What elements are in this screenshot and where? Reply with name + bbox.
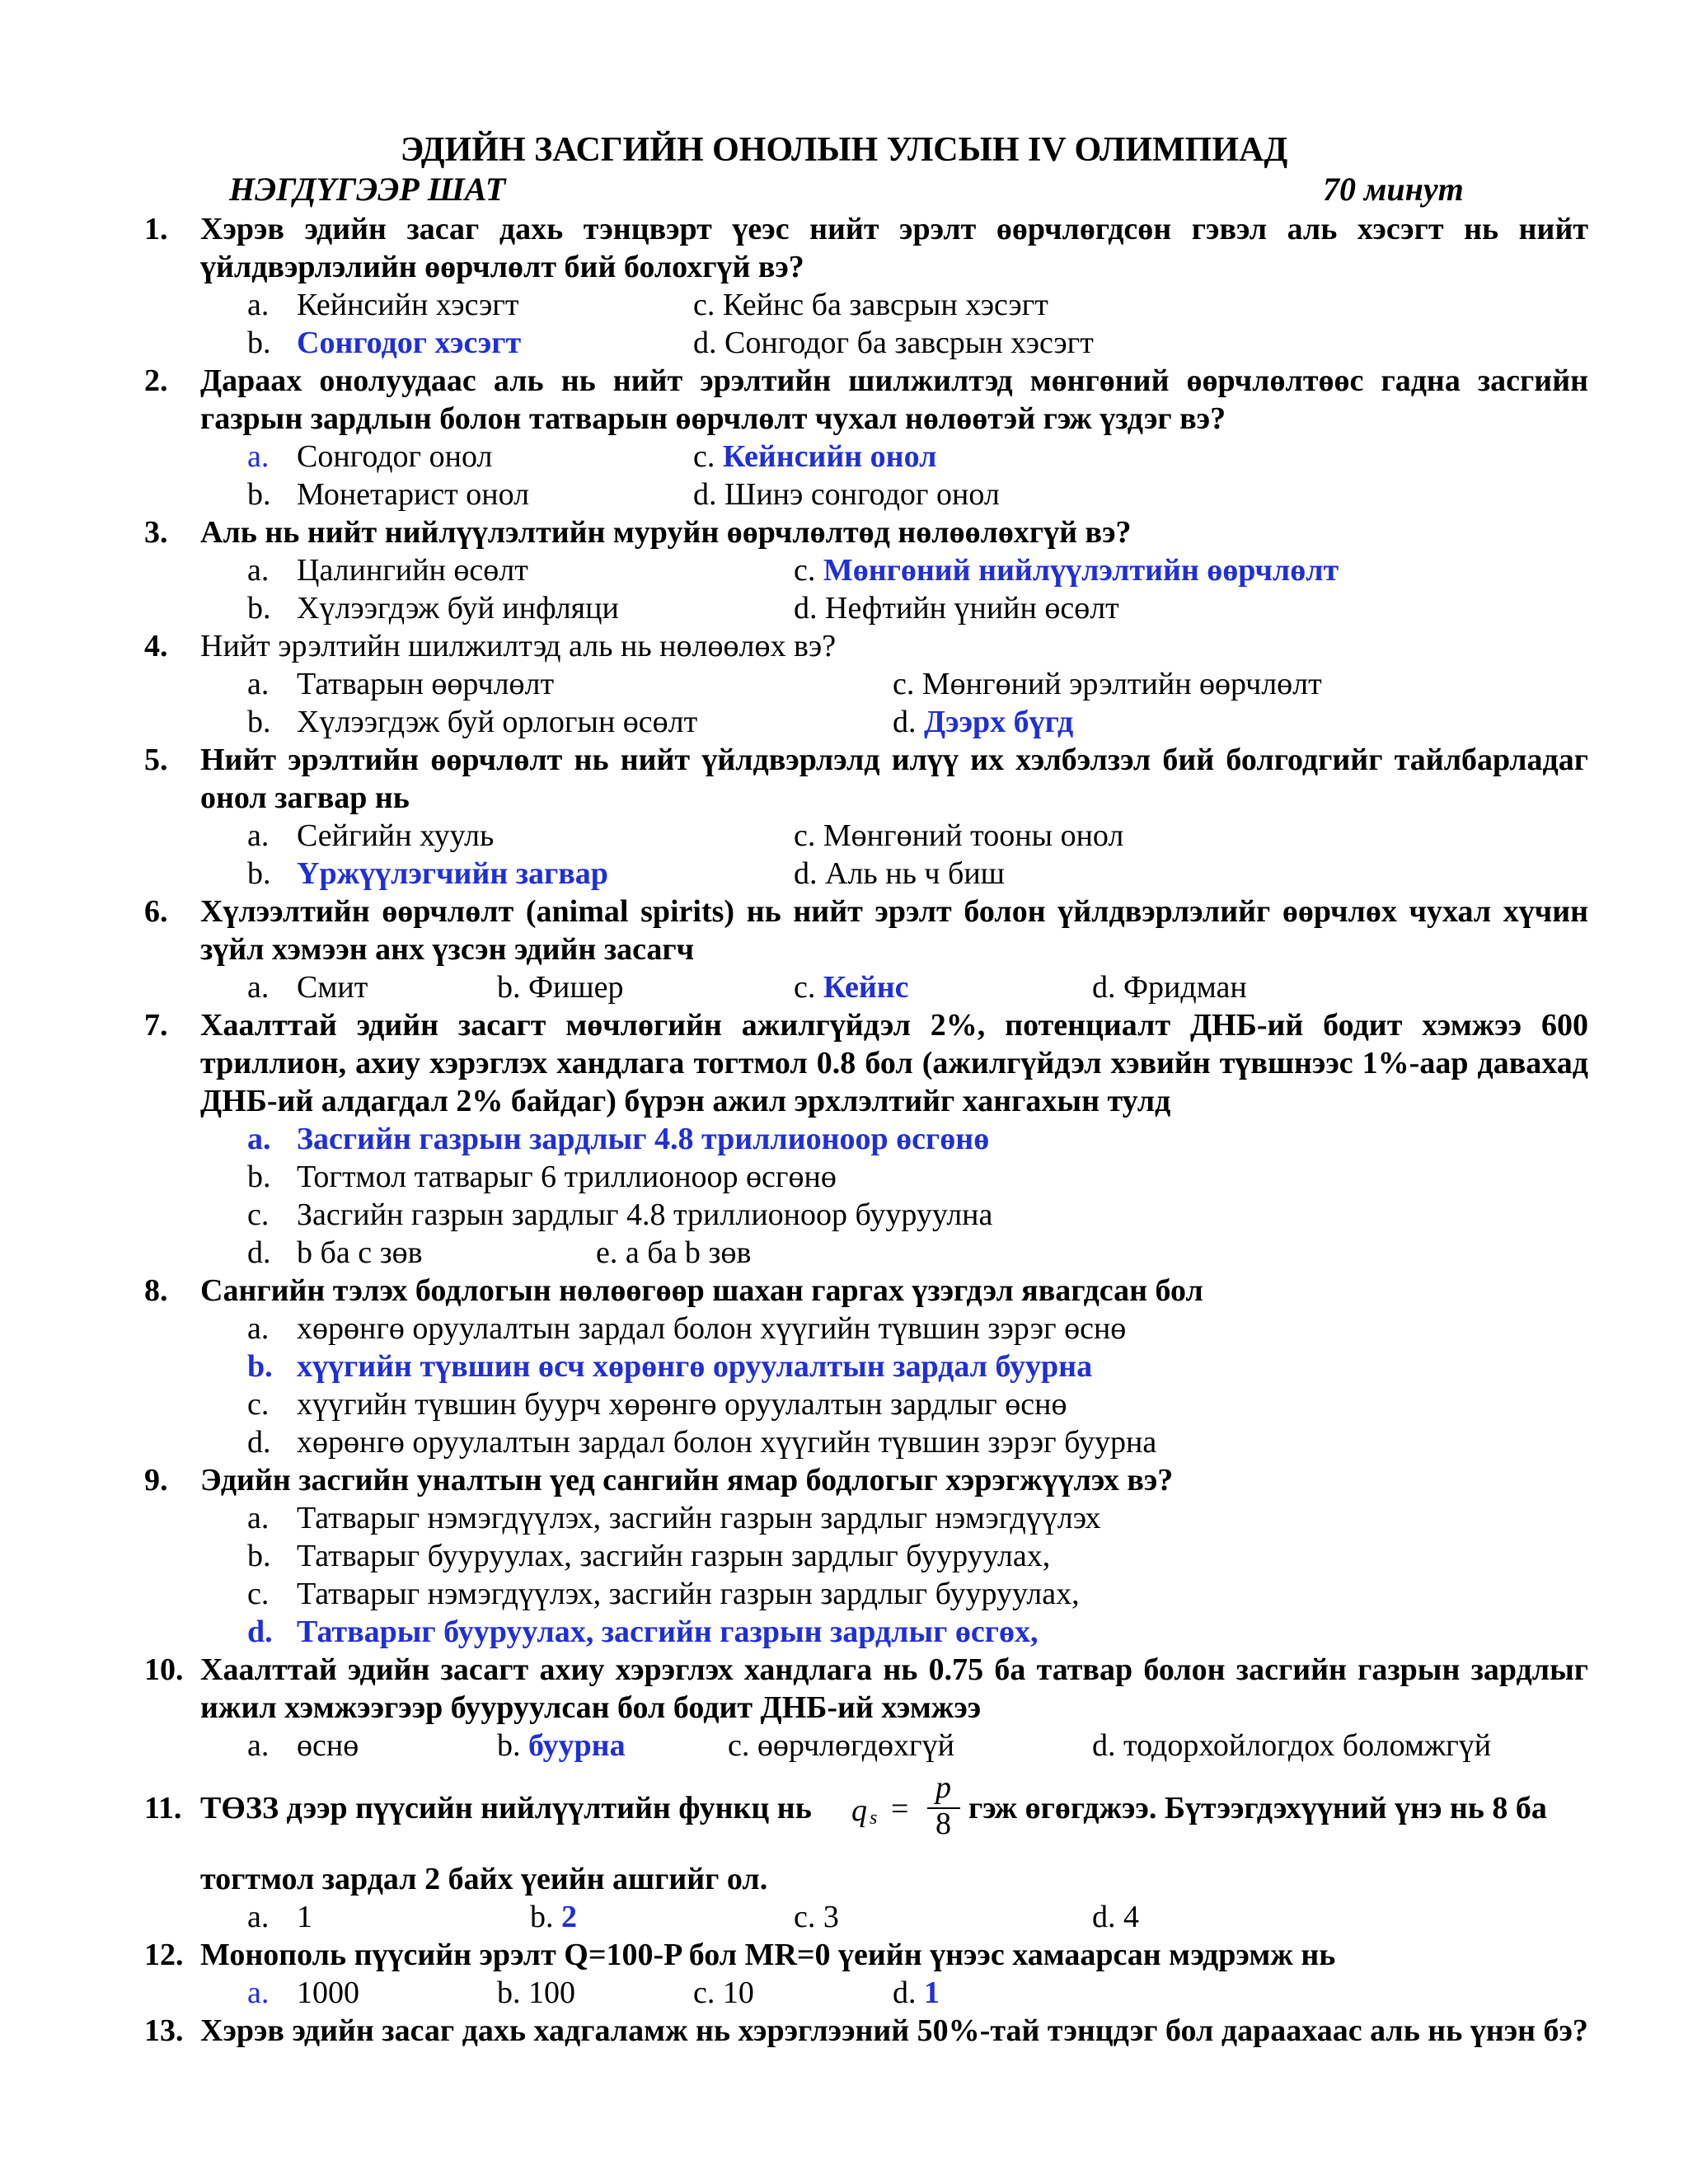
correct-answer: 2: [561, 1900, 577, 1934]
question-text: Эдийн засгийн уналтын үед сангийн ямар бодлогыг хэрэгжүүлэх вэ?: [200, 1463, 1174, 1497]
option-a[interactable]: a. 1: [247, 1900, 312, 1934]
question-number: 8.: [144, 1273, 168, 1308]
option-b[interactable]: b. Хүлээгдэж буй инфляци: [247, 591, 619, 626]
time-limit: 70 минут: [1323, 171, 1464, 208]
question-text: Нийт эрэлтийн шилжилтэд аль нь нөлөөлөх вэ?: [200, 629, 837, 663]
question-text: Дараах онолуудаас аль нь нийт эрэлтийн шилжилтэд мөнгөний өөрчлөлтөөс гадна засгийн газрын зардлын болон татварын өөрчлөлт чухал нөлөөтэй гэж үздэг вэ?: [200, 363, 1588, 436]
question-1: [144, 210, 1588, 362]
option-d[interactable]: d. 1: [893, 1975, 940, 2010]
question-text-line2: тогтмол зардал 2 байх үеийн ашгийг ол.: [200, 1862, 768, 1896]
correct-answer: Засгийн газрын зардлыг 4.8 триллионоор өсгөнө: [297, 1122, 990, 1156]
option-b[interactable]: b. Татварыг бууруулах, засгийн газрын зардлыг бууруулах,: [247, 1539, 1051, 1573]
option-c[interactable]: c. Мөнгөний нийлүүлэлтийн өөрчлөлт: [794, 553, 1339, 588]
options-row: [144, 1347, 1588, 1385]
option-b[interactable]: b. Сонгодог хэсэгт: [247, 326, 522, 360]
options-row: [144, 1158, 1588, 1196]
question-3: [144, 513, 1588, 627]
question-8: [144, 1272, 1588, 1461]
options-row: [144, 817, 1588, 855]
question-13: [144, 2012, 1588, 2050]
option-c[interactable]: c. өөрчлөгдөхгүй: [728, 1728, 954, 1763]
options-row: [144, 1385, 1588, 1423]
option-d[interactable]: d. хөрөнгө оруулалтын зардал болон хүүгийн түвшин зэрэг буурна: [247, 1425, 1157, 1460]
option-a[interactable]: a. Кейнсийн хэсэгт: [247, 288, 519, 322]
question-2: [144, 362, 1588, 513]
question-5: [144, 741, 1588, 893]
stage-label: НЭГДҮГЭЭР ШАТ: [229, 171, 506, 208]
question-number: 5.: [144, 743, 168, 777]
option-d[interactable]: d. 4: [1092, 1900, 1139, 1934]
question-text: Сангийн тэлэх бодлогын нөлөөгөөр шахан гаргах үзэгдэл явагдсан бол: [200, 1273, 1203, 1308]
supply-function-formula: q s = p 8: [851, 1774, 975, 1840]
option-a[interactable]: a. Татварыг нэмэгдүүлэх, засгийн газрын зардлыг нэмэгдүүлэх: [247, 1501, 1101, 1535]
option-c[interactable]: c. Мөнгөний тооны онол: [794, 818, 1124, 853]
question-text: ТӨЗЗ дээр пүүсийн нийлүүлтийн функц нь: [200, 1791, 812, 1825]
question-number: 2.: [144, 363, 168, 398]
options-row: [144, 1974, 1588, 2012]
question-list: [144, 210, 1588, 2050]
question-text: Хаалттай эдийн засагт мөчлөгийн ажилгүйдэл 2%, потенциалт ДНБ-ий бодит хэмжээ 600 триллион, ахиу хэрэглэх хандлага тогтмол 0.8 бол (ажилгүйдэл хэвийн түвшнээс 1%-аар давахад ДНБ-ий алдагдал 2% байдаг) бүрэн ажил эрхлэлтийг хангахын тулд: [200, 1008, 1588, 1118]
option-a[interactable]: a. Сонгодог онол: [247, 439, 493, 474]
option-a[interactable]: a. 1000: [247, 1975, 359, 2010]
question-text: Хаалттай эдийн засагт ахиу хэрэглэх хандлага нь 0.75 ба татвар болон засгийн газрын зардлыг ижил хэмжээгээр бууруулсан бол бодит ДНБ-ий хэмжээ: [200, 1652, 1588, 1725]
correct-answer: Мөнгөний нийлүүлэлтийн өөрчлөлт: [823, 553, 1339, 588]
options-row: [144, 1423, 1588, 1461]
options-row: [144, 551, 1588, 589]
correct-answer: Кейнсийн онол: [722, 439, 937, 474]
question-text: Нийт эрэлтийн өөрчлөлт нь нийт үйлдвэрлэлд илүү их хэлбэлзэл бий болгодгийг тайлбарладаг онол загвар нь: [200, 743, 1588, 815]
options-row: [144, 286, 1588, 324]
question-text: Хүлээлтийн өөрчлөлт (animal spirits) нь нийт эрэлт болон үйлдвэрлэлийг өөрчлөх чухал хүчин зүйл хэмээн анх үзсэн эдийн засагч: [200, 894, 1588, 967]
option-a[interactable]: a. Сейгийн хууль: [247, 818, 495, 853]
correct-answer: Кейнс: [823, 970, 909, 1005]
option-c[interactable]: c. Засгийн газрын зардлыг 4.8 триллионоор бууруулна: [247, 1197, 993, 1232]
question-4: [144, 627, 1588, 741]
option-c[interactable]: c. Кейнс ба завсрын хэсэгт: [693, 288, 1048, 322]
question-text: Аль нь нийт нийлүүлэлтийн муруйн өөрчлөлтөд нөлөөлөхгүй вэ?: [200, 515, 1132, 550]
option-c[interactable]: c. 10: [693, 1975, 754, 2010]
question-number: 6.: [144, 894, 168, 929]
option-d[interactable]: d. Дээрх бүгд: [893, 705, 1074, 739]
option-b[interactable]: b. Тогтмол татварыг 6 триллионоор өсгөнө: [247, 1160, 837, 1194]
option-b[interactable]: b. Үржүүлэгчийн загвар: [247, 856, 608, 891]
option-c[interactable]: c. Мөнгөний эрэлтийн өөрчлөлт: [893, 667, 1322, 701]
question-text: Монополь пүүсийн эрэлт Q=100-P бол MR=0 үеийн үнээс хамаарсан мэдрэмж нь: [200, 1938, 1336, 1972]
options-row: [144, 1310, 1588, 1347]
option-b[interactable]: b. буурна: [497, 1728, 626, 1763]
option-a[interactable]: a. хөрөнгө оруулалтын зардал болон хүүгийн түвшин зэрэг өснө: [247, 1311, 1127, 1346]
option-d[interactable]: d. Сонгодог ба завсрын хэсэгт: [693, 326, 1094, 360]
correct-answer: Татварыг бууруулах, засгийн газрын зардлыг өсгөх,: [297, 1615, 1039, 1649]
option-d[interactable]: d. тодорхойлогдох боломжгүй: [1092, 1728, 1492, 1763]
exam-title: ЭДИЙН ЗАСГИЙН ОНОЛЫН УЛСЫН IV ОЛИМПИАД: [400, 131, 1288, 169]
question-number: 1.: [144, 212, 168, 246]
option-b[interactable]: b. Монетарист онол: [247, 477, 530, 512]
question-number: 9.: [144, 1463, 168, 1497]
option-a[interactable]: a. Смит: [247, 970, 368, 1005]
option-a[interactable]: a. Татварын өөрчлөлт: [247, 667, 555, 701]
options-row: [144, 1120, 1588, 1158]
option-a[interactable]: a. Цалингийн өсөлт: [247, 553, 528, 588]
options-row: [144, 703, 1588, 741]
option-d[interactable]: d. Татварыг бууруулах, засгийн газрын зардлыг өсгөх,: [247, 1615, 1039, 1649]
options-row: [144, 855, 1588, 893]
option-d[interactable]: d. Нефтийн үнийн өсөлт: [794, 591, 1119, 626]
options-row: [144, 968, 1588, 1006]
option-b[interactable]: b. Фишер: [497, 970, 624, 1005]
options-row: [144, 589, 1588, 627]
option-d[interactable]: d. Фридман: [1092, 970, 1247, 1005]
options-row: [144, 665, 1588, 703]
question-text-cont: гэж өгөгджээ. Бүтээгдэхүүний үнэ нь 8 ба: [968, 1791, 1547, 1825]
question-number: 13.: [144, 2013, 184, 2048]
question-number: 4.: [144, 629, 168, 663]
option-c[interactable]: c. Кейнсийн онол: [693, 439, 937, 474]
options-row: [144, 324, 1588, 362]
option-d[interactable]: d. Шинэ сонгодог онол: [693, 477, 1000, 512]
options-row: [144, 1727, 1588, 1765]
options-row: [144, 1196, 1588, 1234]
question-line-with-formula: [144, 1770, 1588, 1841]
option-c[interactable]: c. 3: [794, 1900, 839, 1934]
options-row: [144, 1234, 1588, 1272]
question-9: [144, 1461, 1588, 1651]
options-row: [144, 1898, 1588, 1936]
correct-answer: хүүгийн түвшин өсч хөрөнгө оруулалтын зардал буурна: [297, 1349, 1093, 1384]
option-d[interactable]: d. Аль нь ч биш: [794, 856, 1005, 891]
question-6: [144, 893, 1588, 1006]
option-c[interactable]: c. Татварыг нэмэгдүүлэх, засгийн газрын зардлыг бууруулах,: [247, 1577, 1080, 1611]
correct-answer: буурна: [528, 1728, 626, 1763]
option-b[interactable]: b. Хүлээгдэж буй орлогын өсөлт: [247, 705, 698, 739]
correct-answer: Дээрх бүгд: [924, 705, 1074, 739]
question-11: [144, 1770, 1588, 1936]
option-a[interactable]: a. Засгийн газрын зардлыг 4.8 триллионоор өсгөнө: [247, 1122, 990, 1156]
options-row: [144, 1537, 1588, 1575]
correct-answer: Үржүүлэгчийн загвар: [297, 856, 608, 891]
question-number: 10.: [144, 1652, 184, 1687]
option-b[interactable]: b. 2: [530, 1900, 577, 1934]
options-row: [144, 1613, 1588, 1651]
options-row: [144, 476, 1588, 513]
options-row: [144, 438, 1588, 476]
question-number: 7.: [144, 1008, 168, 1043]
option-e[interactable]: e. a ба b зөв: [596, 1235, 752, 1270]
question-number: 3.: [144, 515, 168, 550]
options-row: [144, 1499, 1588, 1537]
option-c[interactable]: c. хүүгийн түвшин буурч хөрөнгө оруулалтын зардлыг өснө: [247, 1387, 1067, 1422]
question-10: [144, 1651, 1588, 1765]
correct-answer: Сонгодог хэсэгт: [297, 326, 522, 360]
question-text: Хэрэв эдийн засаг дахь хадгаламж нь хэрэглээний 50%-тай тэнцдэг бол дараахаас аль нь үнэн бэ?: [200, 2013, 1588, 2048]
question-number: 11.: [144, 1791, 182, 1825]
question-7: [144, 1006, 1588, 1272]
option-b[interactable]: b. хүүгийн түвшин өсч хөрөнгө оруулалтын зардал буурна: [247, 1349, 1093, 1384]
options-row: [144, 1575, 1588, 1613]
option-d[interactable]: d. b ба c зөв: [247, 1235, 423, 1270]
correct-answer: 1: [924, 1975, 940, 2010]
option-c[interactable]: c. Кейнс: [794, 970, 909, 1005]
question-text: Хэрэв эдийн засаг дахь тэнцвэрт үеэс нийт эрэлт өөрчлөгдсөн гэвэл аль хэсэгт нь нийт үйлдвэрлэлийн өөрчлөлт бий болохгүй вэ?: [200, 212, 1588, 284]
option-a[interactable]: a. өснө: [247, 1728, 359, 1763]
question-number: 12.: [144, 1938, 184, 1972]
question-12: [144, 1936, 1588, 2012]
option-b[interactable]: b. 100: [497, 1975, 575, 2010]
